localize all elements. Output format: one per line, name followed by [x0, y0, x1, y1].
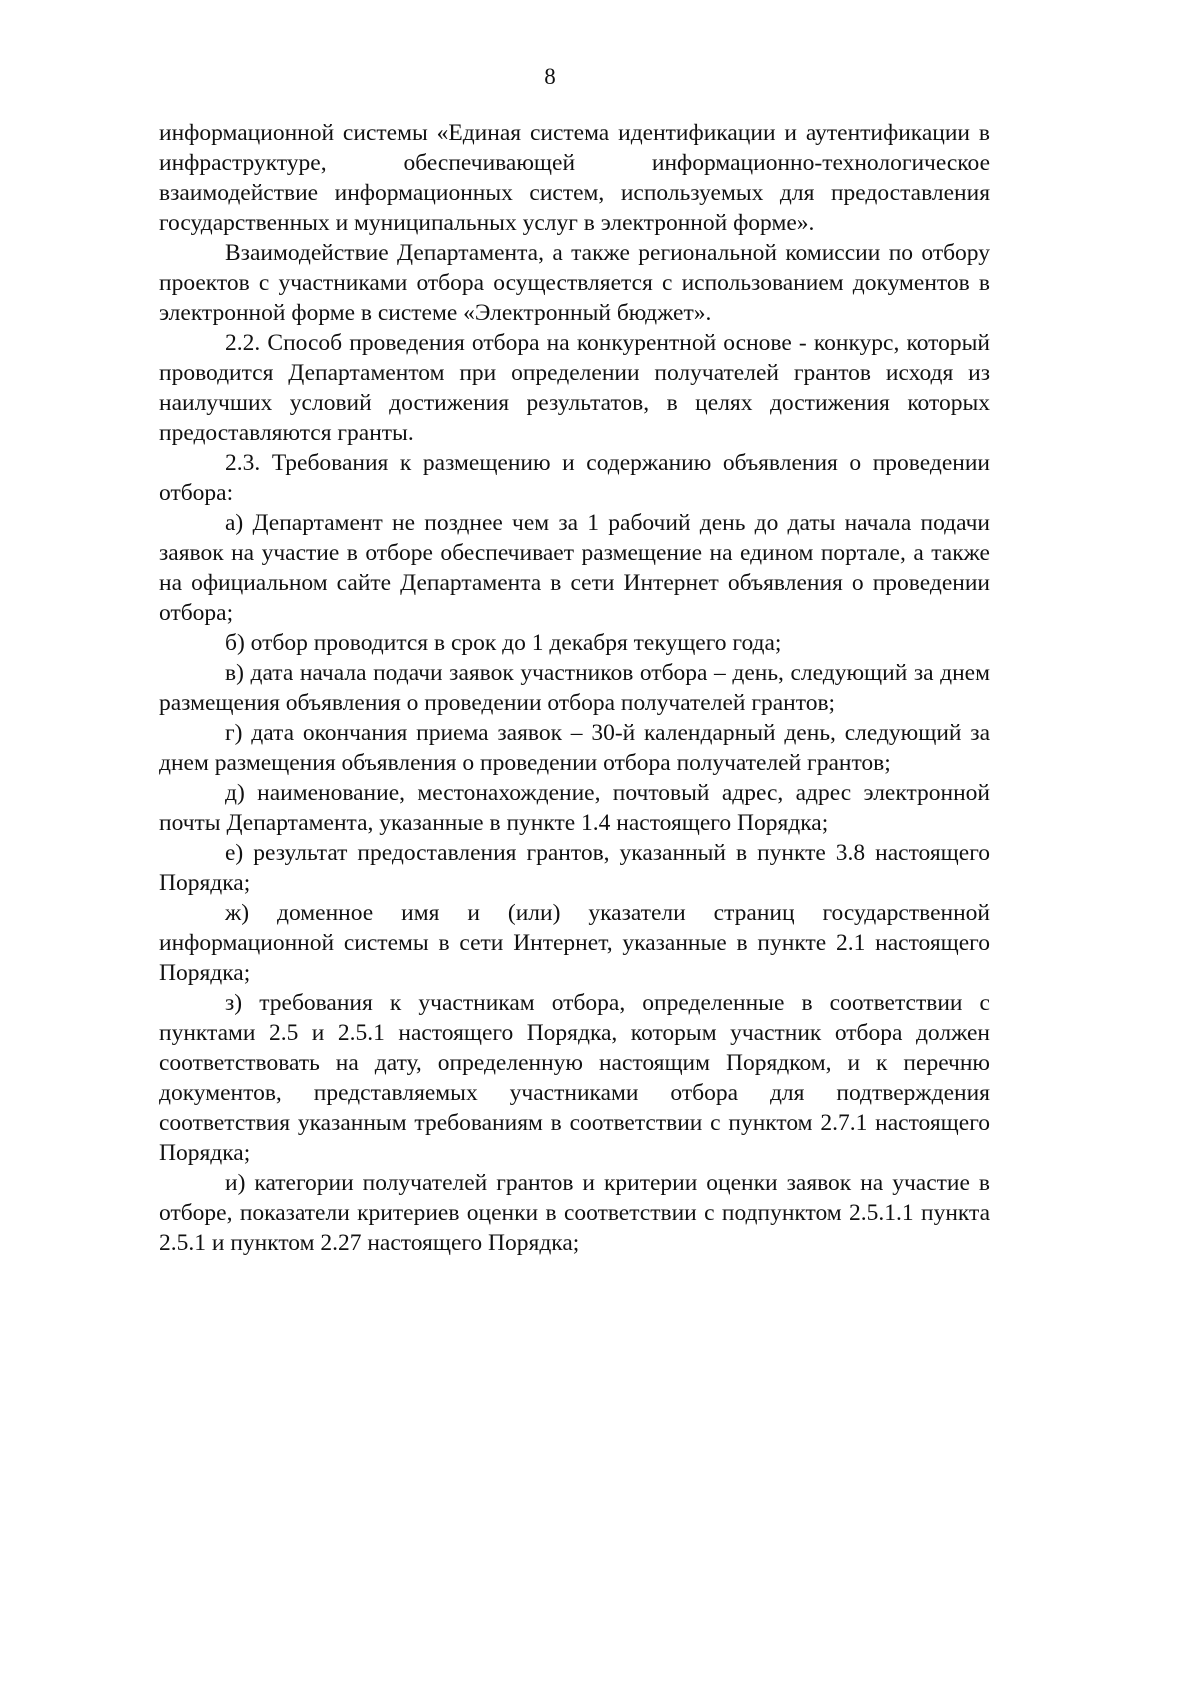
list-item-e: е) результат предоставления грантов, указанный в пункте 3.8 настоящего Порядка; — [159, 840, 990, 896]
list-item-b: б) отбор проводится в срок до 1 декабря текущего года; — [225, 630, 782, 656]
list-item-g: г) дата окончания приема заявок – 30-й календарный день, следующий за днем размещения объявления о проведении отбора получателей грантов; — [159, 720, 990, 776]
list-item-a: а) Департамент не позднее чем за 1 рабочий день до даты начала подачи заявок на участие в отборе обеспечивает размещение на едином портале, а также на официальном сайте Департамента в сети Интернет объявления о проведении отбора; — [159, 510, 990, 626]
list-item-z: з) требования к участникам отбора, определенные в соответствии с пунктами 2.5 и 2.5.1 настоящего Порядка, которым участник отбора должен соответствовать на дату, определенную настоящим Порядком, и к перечню документов, представляемых участниками отбора для подтверждения соответствия указанным требованиям в соответствии с пунктом 2.7.1 настоящего Порядка; — [159, 990, 990, 1166]
page-number: 8 — [544, 64, 556, 89]
paragraph-2-2: 2.2. Способ проведения отбора на конкурентной основе - конкурс, который проводится Департаментом при определении получателей грантов исходя из наилучших условий достижения результатов, в целях достижения которых предоставляются гранты. — [159, 330, 990, 446]
paragraph-interaction: Взаимодействие Департамента, а также региональной комиссии по отбору проектов с участниками отбора осуществляется с использованием документов в электронной форме в системе «Электронный бюджет». — [159, 240, 990, 326]
list-item-d: д) наименование, местонахождение, почтовый адрес, адрес электронной почты Департамента, указанные в пункте 1.4 настоящего Порядка; — [159, 780, 990, 836]
paragraph-continuation: информационной системы «Единая система идентификации и аутентификации в инфраструктуре, обеспечивающей информационно-технологическое взаимодействие информационных систем, используемых для предоставления государственных и муниципальных услуг в электронной форме». — [159, 120, 990, 236]
list-item-i: и) категории получателей грантов и критерии оценки заявок на участие в отборе, показатели критериев оценки в соответствии с подпунктом 2.5.1.1 пункта 2.5.1 и пунктом 2.27 настоящего Порядка; — [159, 1170, 990, 1256]
list-item-zh: ж) доменное имя и (или) указатели страниц государственной информационной системы в сети Интернет, указанные в пункте 2.1 настоящего Порядка; — [159, 900, 990, 986]
paragraph-2-3: 2.3. Требования к размещению и содержанию объявления о проведении отбора: — [159, 450, 990, 506]
document-body — [159, 118, 990, 1258]
list-item-v: в) дата начала подачи заявок участников отбора – день, следующий за днем размещения объявления о проведении отбора получателей грантов; — [159, 660, 990, 716]
